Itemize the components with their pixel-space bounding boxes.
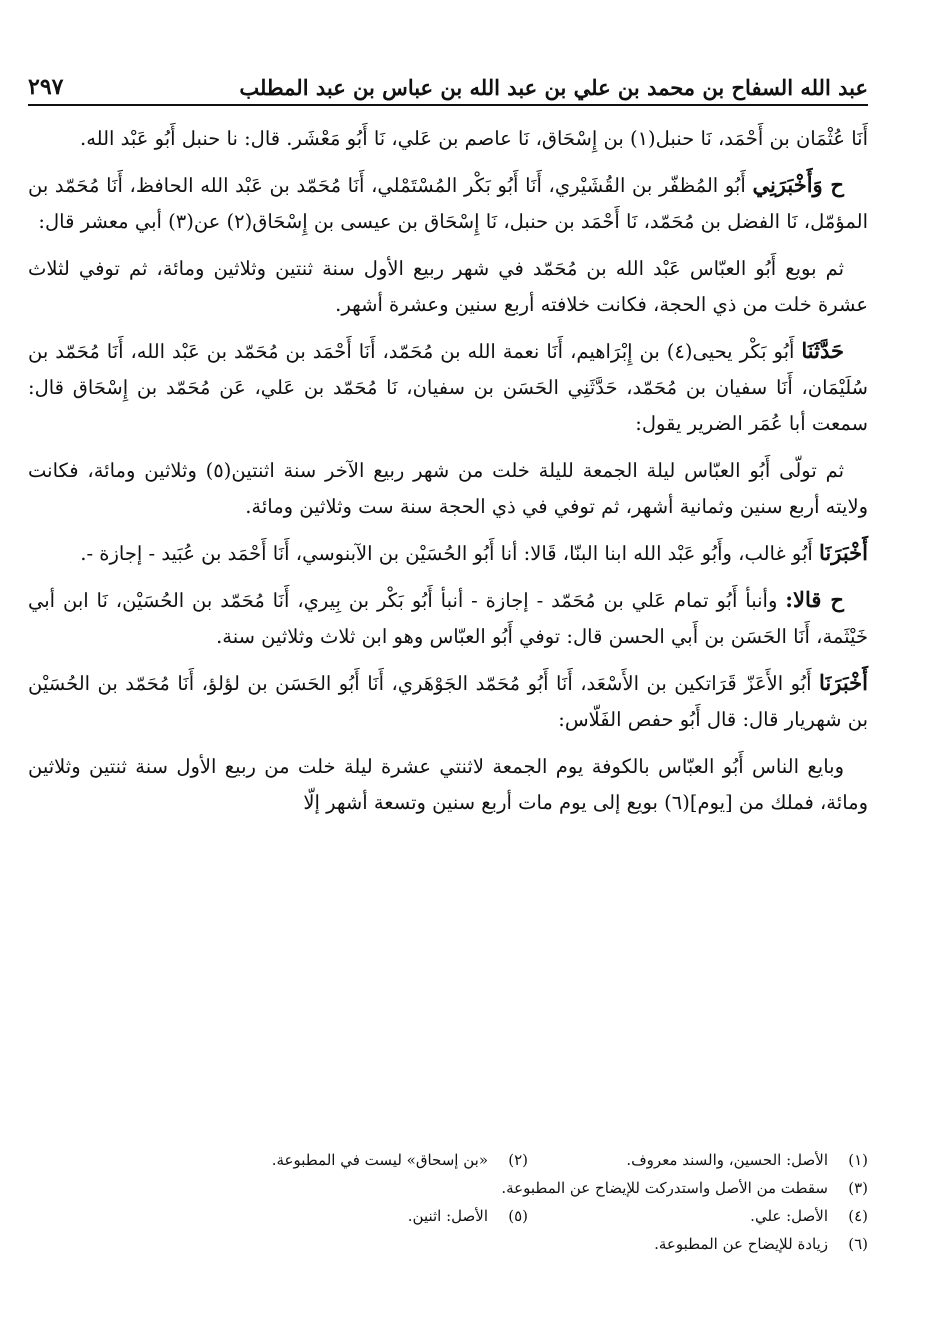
footnote-number: (٢) <box>508 1151 528 1169</box>
paragraph-text: أَبُو بَكْر يحيى(٤) بن إِبْرَاهيم، أَنَا نعمة الله بن مُحَمّد، أَنَا أَحْمَد بن مُحَمّد بن عَبْد الله، أَنَا مُحَمّد بن سُلَيْمَان، أَنَا سفيان بن مُحَمّد، حَدَّثَنِي الحَسَن بن سفيان، نَا مُحَمّد بن عَلي، عَن مُحَمّد بن إِسْحَاق قال: سمعت أبا عُمَر الضرير يقول: <box>28 340 868 435</box>
footnote-row <box>60 1146 868 1174</box>
footnote-2 <box>272 1146 528 1174</box>
footnote-text: زيادة للإيضاح عن المطبوعة. <box>654 1235 828 1253</box>
footnote-row <box>60 1202 868 1230</box>
paragraph-3 <box>28 250 868 323</box>
paragraph-text: ثم تولّى أَبُو العبّاس ليلة الجمعة لليلة خلت من شهر ربيع الآخر سنة اثنتين(٥) وثلاثين ومائة، فكانت ولايته أربع سنين وثمانية أشهر، ثم توفي في ذي الحجة سنة ست وثلاثين ومائة. <box>28 459 868 518</box>
paragraph-lead: أَخْبَرَنَا <box>819 540 868 565</box>
footnote-text: الأصل: علي. <box>750 1207 828 1225</box>
paragraph-lead: أَخْبَرَنَا <box>819 670 868 695</box>
footnote-number: (٤) <box>848 1207 868 1225</box>
paragraph-text: وبايع الناس أَبُو العبّاس بالكوفة يوم الجمعة لاثنتي عشرة ليلة خلت من ربيع الأول سنة ثنتين وثلاثين ومائة، فملك من [يوم](٦) بويع إلى يوم مات أربع سنين وتسعة أشهر إلّا <box>28 755 868 814</box>
paragraph-6 <box>28 535 868 572</box>
paragraph-text: أَبُو الأَعَزّ قَرَاتكين بن الأَسْعَد، أَنَا أَبُو مُحَمّد الجَوْهَري، أَنَا أَبُو الحَسَن بن لؤلؤ، أَنَا مُحَمّد بن الحُسَيْن بن شهريار قال: قال أَبُو حفص الفَلّاس: <box>28 672 868 731</box>
footnote-text: «بن إسحاق» ليست في المطبوعة. <box>271 1151 488 1169</box>
paragraph-lead: ح قالا: <box>785 587 844 612</box>
paragraph-8 <box>28 665 868 738</box>
footnote-6 <box>654 1230 868 1258</box>
footnote-3 <box>501 1174 868 1202</box>
footnote-text: الأصل: اثنين. <box>407 1207 488 1225</box>
footnote-1 <box>528 1146 868 1174</box>
footnote-4 <box>528 1202 868 1230</box>
page-number: ٢٩٧ <box>28 74 64 100</box>
paragraph-2 <box>28 167 868 240</box>
paragraph-lead: حَدَّثَنَا <box>801 338 844 363</box>
paragraph-lead: ح وَأَخْبَرَنِي <box>752 172 844 197</box>
footnote-number: (٥) <box>508 1207 528 1225</box>
running-title: عبد الله السفاح بن محمد بن علي بن عبد الله بن عباس بن عبد المطلب <box>239 75 868 100</box>
paragraph-1 <box>28 120 868 157</box>
paragraph-text: ثم بويع أَبُو العبّاس عَبْد الله بن مُحَمّد في شهر ربيع الأول سنة ثنتين وثلاثين ومائة، ثم توفي لثلاث عشرة خلت من ذي الحجة، فكانت خلافته أربع سنين وعشرة أشهر. <box>28 257 868 316</box>
footnote-number: (١) <box>848 1151 868 1169</box>
paragraph-5 <box>28 452 868 525</box>
paragraph-9 <box>28 748 868 821</box>
paragraph-4 <box>28 333 868 442</box>
footnote-number: (٦) <box>848 1235 868 1253</box>
footnote-text: الأصل: الحسين، والسند معروف. <box>626 1151 828 1169</box>
book-page <box>28 62 868 831</box>
footnotes <box>60 1146 868 1258</box>
footnote-row <box>60 1174 868 1202</box>
footnote-text: سقطت من الأصل واستدركت للإيضاح عن المطبوعة. <box>501 1179 828 1197</box>
running-header <box>28 62 868 106</box>
paragraph-7 <box>28 582 868 655</box>
paragraph-text: أَنَا عُثْمَان بن أَحْمَد، نَا حنبل(١) بن إِسْحَاق، نَا عاصم بن عَلي، نَا أَبُو مَعْشَر. قال: نا حنبل أَبُو عَبْد الله. <box>80 127 868 150</box>
footnote-row <box>60 1230 868 1258</box>
body-text <box>28 120 868 821</box>
footnote-number: (٣) <box>848 1179 868 1197</box>
paragraph-text: أَبُو المُظفّر بن القُشَيْري، أَنَا أَبُو بَكْر المُسْتَمْلي، أَنَا مُحَمّد بن عَبْد الله الحافظ، أَنَا مُحَمّد بن المؤمّل، نَا الفضل بن مُحَمّد، نَا أَحْمَد بن حنبل، نَا إِسْحَاق بن عيسى بن إِسْحَاق(٢) عن(٣) أبي معشر قال: <box>28 174 868 233</box>
paragraph-text: وأنبأ أَبُو تمام عَلي بن مُحَمّد - إجازة - أنبأ أَبُو بَكْر بن بِيري، أَنَا مُحَمّد بن الحُسَيْن، نَا ابن أبي خَيْثَمة، أَنَا الحَسَن بن أَبي الحسن قال: توفي أَبُو العبّاس وهو ابن ثلاث وثلاثين سنة. <box>28 589 868 648</box>
footnote-5 <box>408 1202 528 1230</box>
paragraph-text: أَبُو غالب، وأَبُو عَبْد الله ابنا البنّا، قَالا: أنا أَبُو الحُسَيْن بن الآبنوسي، أَنَا أَحْمَد بن عُبَيد - إجازة -. <box>80 542 820 565</box>
